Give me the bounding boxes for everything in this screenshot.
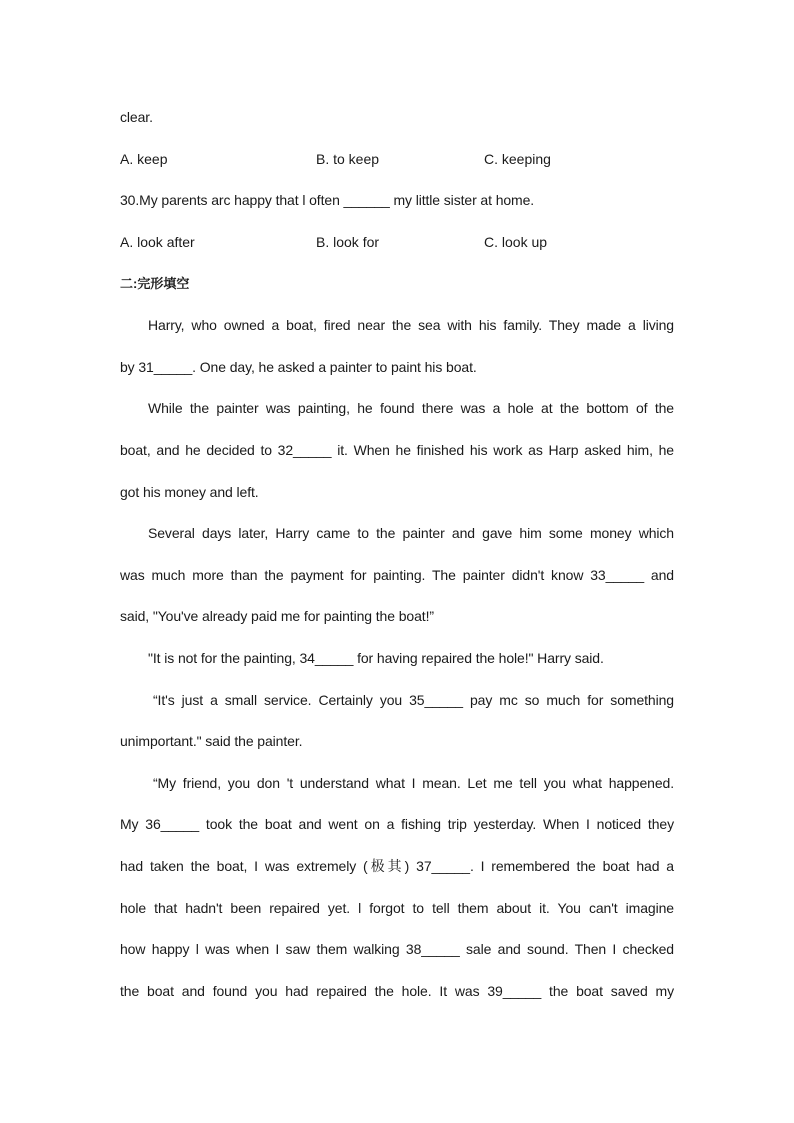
text-line: "It is not for the painting, 34_____ for having repaired the hole!" Harry said. xyxy=(148,650,604,666)
text-line: boat, and he decided to 32_____ it. When he finished his work as Harp asked him, he xyxy=(120,442,674,458)
text-line: clear. xyxy=(120,109,153,125)
text-line: got his money and left. xyxy=(120,484,259,500)
text-line: had taken the boat, I was extremely (极其) 37_____. I remembered the boat had a xyxy=(120,858,674,874)
text-line: “My friend, you don 't understand what I mean. Let me tell you what happened. xyxy=(153,775,674,791)
text-line: Harry, who owned a boat, fired near the sea with his family. They made a living xyxy=(148,317,674,333)
section-title: 二:完形填空 xyxy=(120,276,190,291)
text-line: was much more than the payment for painting. The painter didn't know 33_____ and xyxy=(120,567,674,583)
text-line: hole that hadn't been repaired yet. l forgot to tell them about it. You can't imagine xyxy=(120,900,674,916)
option-c: C. look up xyxy=(484,234,548,250)
option-a: A. keep xyxy=(120,151,168,167)
option-c: C. keeping xyxy=(484,151,551,167)
text-line: “It's just a small service. Certainly you 35_____ pay mc so much for something xyxy=(153,692,674,708)
text-line: While the painter was painting, he found there was a hole at the bottom of the xyxy=(148,400,674,416)
option-b: B. look for xyxy=(316,234,380,250)
option-a: A. look after xyxy=(120,234,195,250)
option-b: B. to keep xyxy=(316,151,380,167)
text-line: said, "You've already paid me for painting the boat!” xyxy=(120,608,434,624)
text-line: by 31_____. One day, he asked a painter to paint his boat. xyxy=(120,359,477,375)
text-line: My 36_____ took the boat and went on a fishing trip yesterday. When I noticed they xyxy=(120,816,674,832)
text-line: Several days later, Harry came to the painter and gave him some money which xyxy=(148,525,674,541)
question-30: 30.My parents arc happy that l often ______ my little sister at home. xyxy=(120,192,535,208)
text-line: the boat and found you had repaired the hole. It was 39_____ the boat saved my xyxy=(120,983,674,999)
text-line: how happy l was when I saw them walking 38_____ sale and sound. Then I checked xyxy=(120,941,674,957)
text-line: unimportant." said the painter. xyxy=(120,733,303,749)
